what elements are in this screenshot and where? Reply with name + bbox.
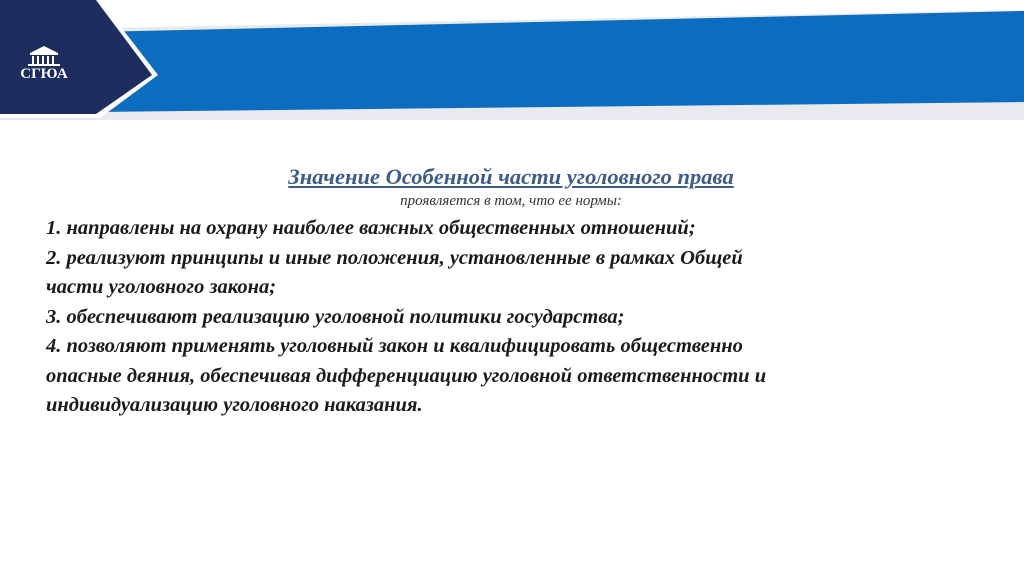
list-line: 4. позволяют применять уголовный закон и квалифицировать общественно (46, 335, 743, 357)
list-line: 1. направлены на охрану наиболее важных общественных отношений; (46, 217, 696, 239)
logo-text: СГЮА (20, 66, 68, 82)
slide-subtitle: проявляется в том, что ее нормы: (400, 193, 622, 209)
list-line: 3. обеспечивают реализацию уголовной политики государства; (46, 305, 625, 328)
logo (14, 44, 74, 96)
list-line: индивидуализацию уголовного наказания. (46, 394, 423, 416)
list-line: части уголовного закона; (46, 276, 277, 298)
slide-title: Значение Особенной части уголовного права (288, 164, 734, 189)
list-line: 2. реализуют принципы и иные положения, установленные в рамках Общей (46, 246, 743, 269)
list-line: опасные деяния, обеспечивая дифференциацию уголовной ответственности и (46, 364, 767, 387)
university-building-icon (14, 44, 74, 68)
header-graphic (0, 0, 1024, 120)
slide-content (46, 162, 976, 421)
header-band (0, 0, 1024, 120)
